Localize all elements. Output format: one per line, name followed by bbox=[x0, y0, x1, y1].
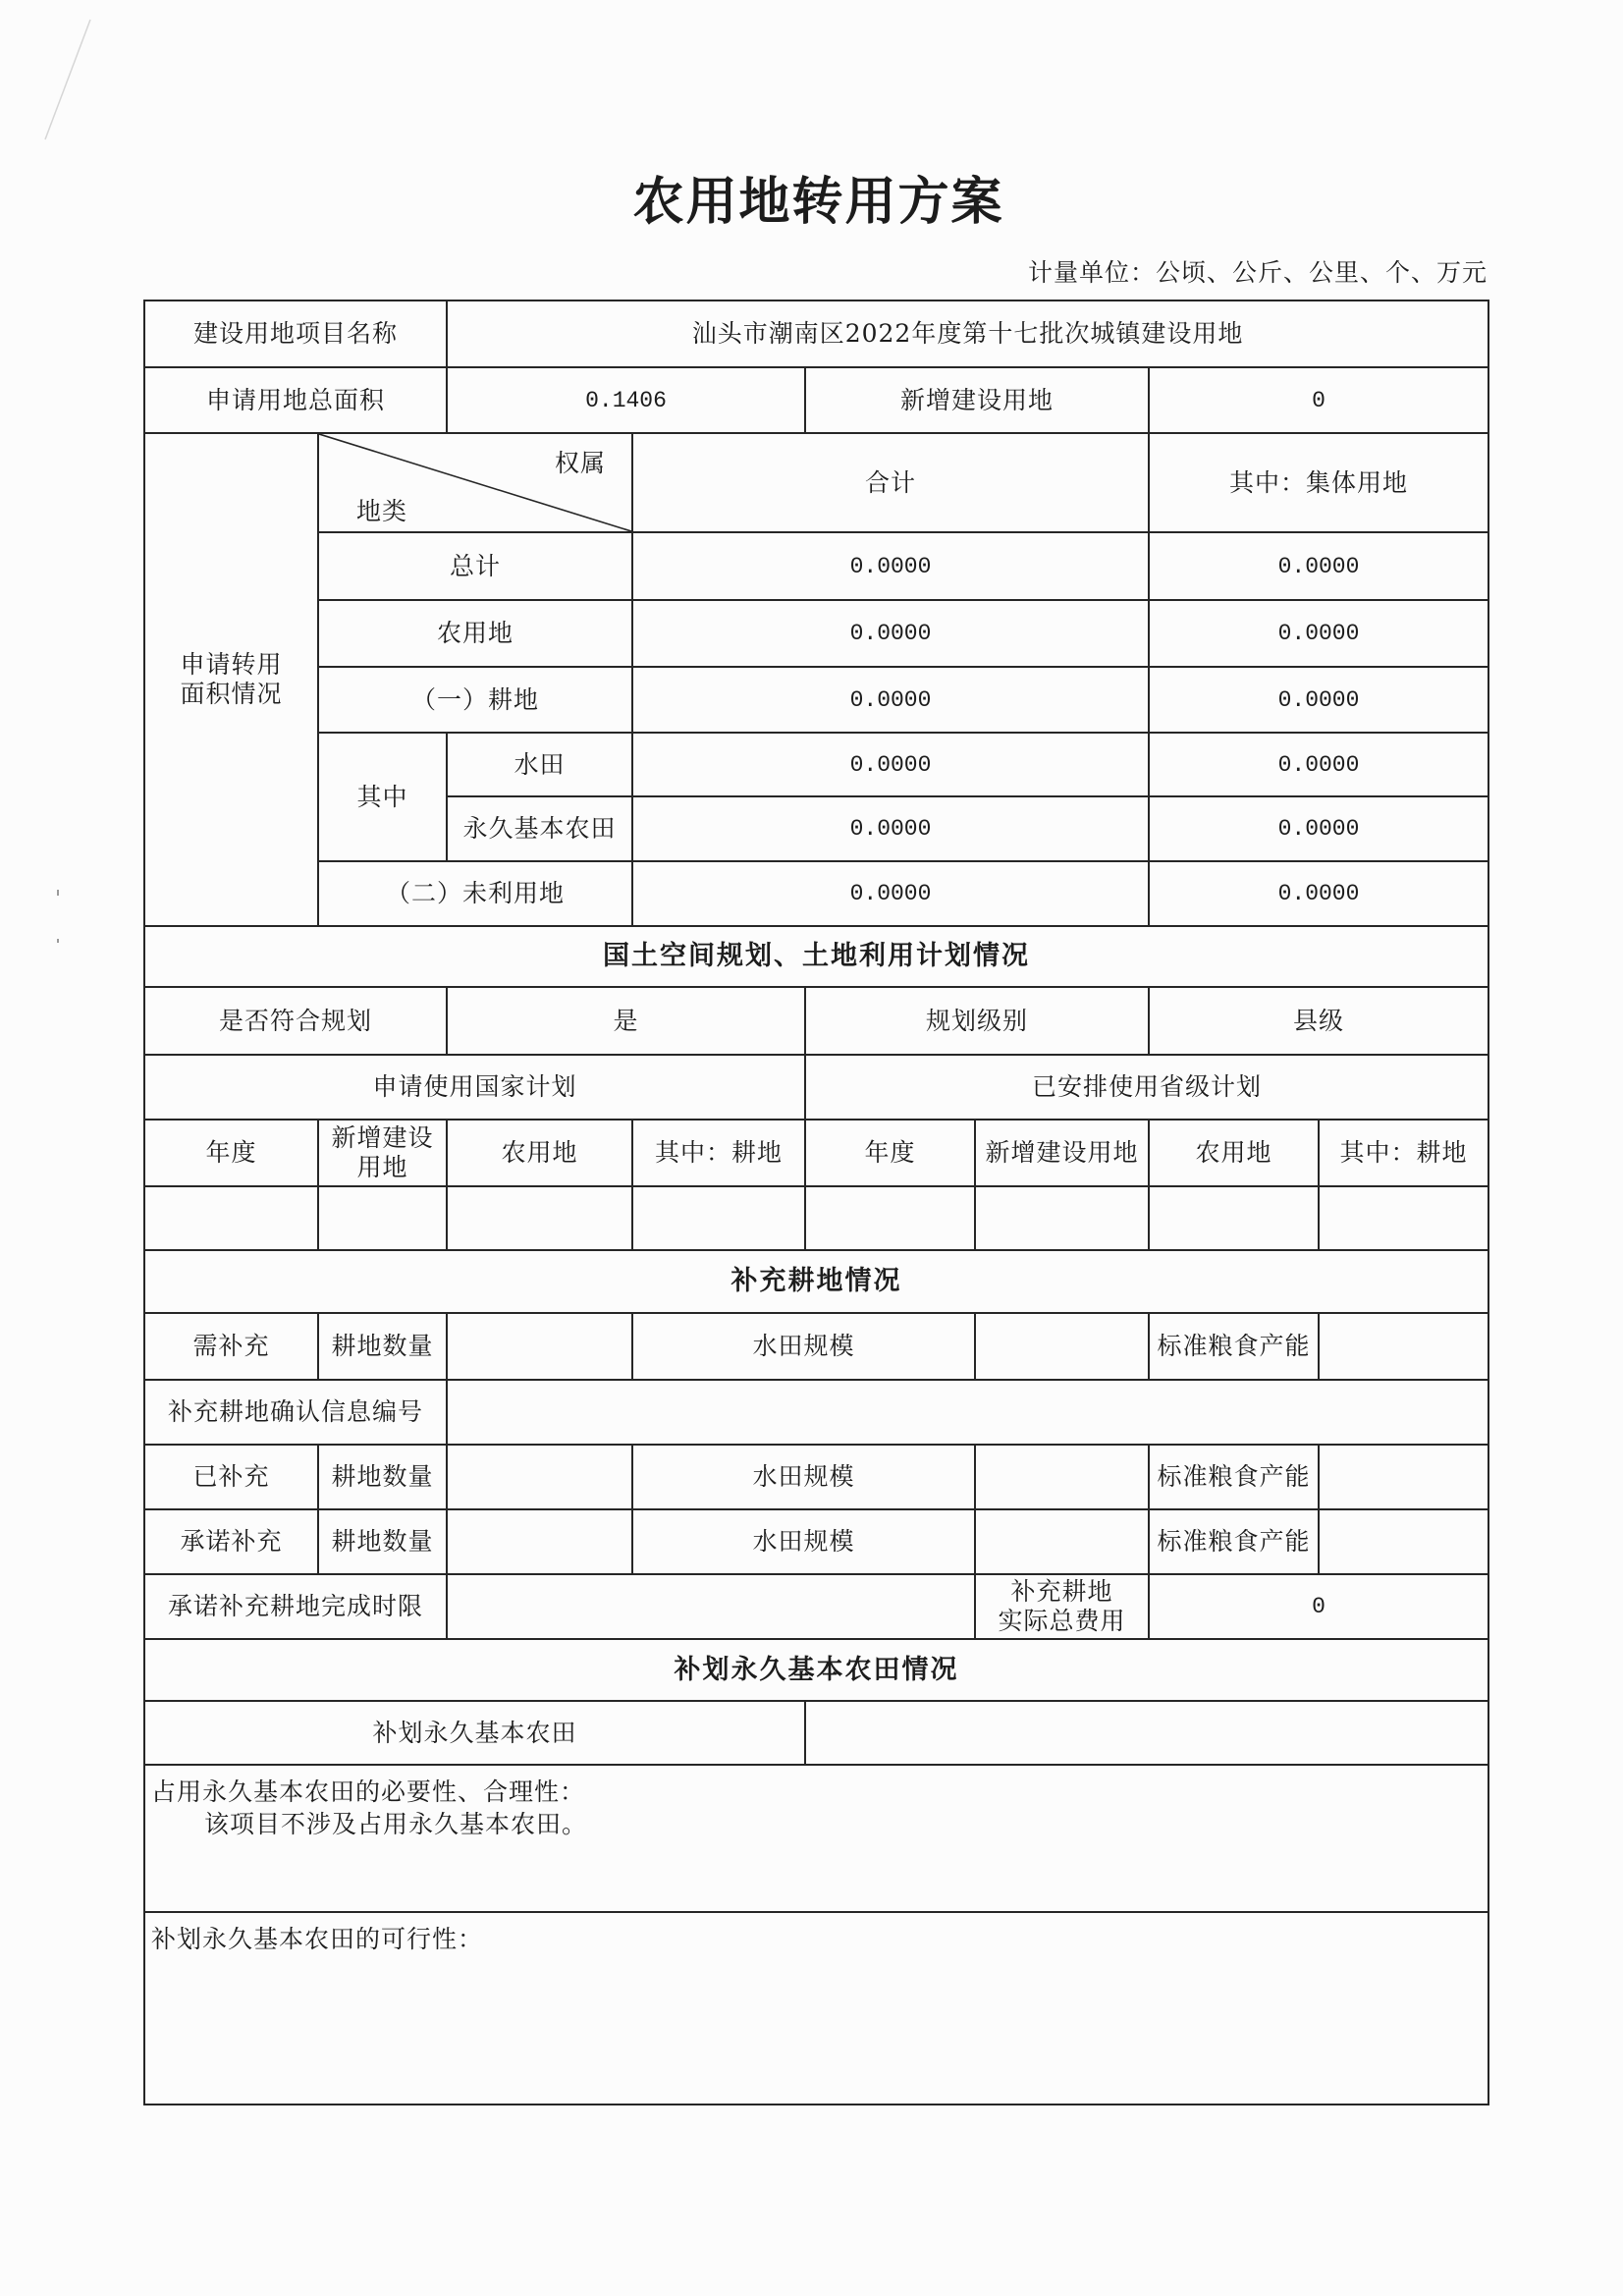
confirmation-no-label: 补充耕地确认信息编号 bbox=[144, 1380, 447, 1445]
total-area-label: 申请用地总面积 bbox=[144, 367, 447, 433]
planning-level-label: 规划级别 bbox=[805, 987, 1149, 1055]
plan-usage-row bbox=[144, 1055, 1488, 1120]
planning-level-value: 县级 bbox=[1149, 987, 1488, 1055]
land-type-label: （一）耕地 bbox=[318, 667, 632, 733]
project-name-label: 建设用地项目名称 bbox=[144, 301, 447, 367]
national-year-value bbox=[144, 1186, 318, 1250]
supplement-confirmation-row bbox=[144, 1380, 1488, 1445]
subgroup-label: 其中 bbox=[318, 733, 447, 861]
total-value: 0.0000 bbox=[632, 733, 1149, 796]
supplement-section-row bbox=[144, 1250, 1488, 1313]
provincial-year-header: 年度 bbox=[805, 1120, 975, 1186]
provincial-arable-value bbox=[1319, 1186, 1488, 1250]
provincial-agricultural-header: 农用地 bbox=[1149, 1120, 1319, 1186]
national-arable-value bbox=[632, 1186, 805, 1250]
provincial-new-construction-header: 新增建设用地 bbox=[975, 1120, 1149, 1186]
supplement-required-row bbox=[144, 1313, 1488, 1380]
national-plan-label: 申请使用国家计划 bbox=[144, 1055, 805, 1120]
total-value: 0.0000 bbox=[632, 796, 1149, 861]
basic-farmland-section-title: 补划永久基本农田情况 bbox=[144, 1639, 1488, 1701]
provincial-agricultural-value bbox=[1149, 1186, 1319, 1250]
planning-compliance-row bbox=[144, 987, 1488, 1055]
grain-capacity-label: 标准粮食产能 bbox=[1149, 1445, 1319, 1509]
paddy-scale-value bbox=[975, 1509, 1149, 1574]
total-area-value: 0.1406 bbox=[447, 367, 805, 433]
replenish-value bbox=[805, 1701, 1488, 1765]
ownership-header: 权属 bbox=[555, 449, 607, 477]
national-new-construction-header-line: 新增建设 bbox=[331, 1123, 434, 1152]
diagonal-header-cell bbox=[318, 433, 632, 532]
planning-section-row bbox=[144, 926, 1488, 987]
supplement-committed-row bbox=[144, 1509, 1488, 1574]
provincial-plan-label: 已安排使用省级计划 bbox=[805, 1055, 1488, 1120]
feasibility-row bbox=[144, 1912, 1488, 2105]
collective-value: 0.0000 bbox=[1149, 532, 1488, 600]
unit-note: 计量单位：公顷、公斤、公里、个、万元 bbox=[1027, 258, 1488, 287]
confirmation-no-value bbox=[447, 1380, 1488, 1445]
necessity-row bbox=[144, 1765, 1488, 1912]
grain-capacity-value bbox=[1319, 1313, 1488, 1380]
conversion-section-label-line: 面积情况 bbox=[180, 680, 283, 708]
arable-qty-value bbox=[447, 1313, 632, 1380]
plan-values-row bbox=[144, 1186, 1488, 1250]
actual-cost-label bbox=[975, 1574, 1149, 1639]
national-new-construction-header-line: 用地 bbox=[356, 1153, 408, 1181]
total-column-header: 合计 bbox=[632, 433, 1149, 532]
total-area-row bbox=[144, 367, 1488, 433]
necessity-text: 该项目不涉及占用永久基本农田。 bbox=[204, 1810, 588, 1838]
land-conversion-form bbox=[143, 300, 1489, 2105]
total-value: 0.0000 bbox=[632, 600, 1149, 667]
new-construction-label: 新增建设用地 bbox=[805, 367, 1149, 433]
national-agricultural-header: 农用地 bbox=[447, 1120, 632, 1186]
scan-artifact bbox=[0, 0, 118, 982]
land-type-label: （二）未利用地 bbox=[318, 861, 632, 926]
document-title: 农用地转用方案 bbox=[632, 172, 1004, 232]
committed-label: 承诺补充 bbox=[144, 1509, 318, 1574]
deadline-label: 承诺补充耕地完成时限 bbox=[144, 1574, 447, 1639]
supplement-deadline-row bbox=[144, 1574, 1488, 1639]
conversion-section-label bbox=[144, 433, 318, 926]
grain-capacity-label: 标准粮食产能 bbox=[1149, 1509, 1319, 1574]
paddy-scale-label: 水田规模 bbox=[632, 1445, 975, 1509]
required-label: 需补充 bbox=[144, 1313, 318, 1380]
land-type-label: 农用地 bbox=[318, 600, 632, 667]
deadline-value bbox=[447, 1574, 975, 1639]
conversion-row-grand-total bbox=[144, 532, 1488, 600]
basic-farmland-section-row bbox=[144, 1639, 1488, 1701]
land-type-label: 永久基本农田 bbox=[447, 796, 632, 861]
paddy-scale-value bbox=[975, 1313, 1149, 1380]
compliance-value: 是 bbox=[447, 987, 805, 1055]
arable-qty-value bbox=[447, 1509, 632, 1574]
project-name-value: 汕头市潮南区2022年度第十七批次城镇建设用地 bbox=[447, 301, 1488, 367]
total-value: 0.0000 bbox=[632, 667, 1149, 733]
total-value: 0.0000 bbox=[632, 861, 1149, 926]
compliance-label: 是否符合规划 bbox=[144, 987, 447, 1055]
provincial-year-value bbox=[805, 1186, 975, 1250]
arable-qty-label: 耕地数量 bbox=[318, 1509, 447, 1574]
conversion-section-label-line: 申请转用 bbox=[180, 650, 283, 679]
new-construction-value: 0 bbox=[1149, 367, 1488, 433]
collective-column-header: 其中：集体用地 bbox=[1149, 433, 1488, 532]
conversion-row-unused bbox=[144, 861, 1488, 926]
completed-label: 已补充 bbox=[144, 1445, 318, 1509]
supplement-section-title: 补充耕地情况 bbox=[144, 1250, 1488, 1313]
arable-qty-label: 耕地数量 bbox=[318, 1445, 447, 1509]
national-arable-header: 其中：耕地 bbox=[632, 1120, 805, 1186]
basic-farmland-replenish-row bbox=[144, 1701, 1488, 1765]
necessity-cell bbox=[144, 1765, 1488, 1912]
diagonal-header bbox=[319, 434, 631, 531]
grain-capacity-label: 标准粮食产能 bbox=[1149, 1313, 1319, 1380]
paddy-scale-label: 水田规模 bbox=[632, 1313, 975, 1380]
conversion-row-paddy bbox=[144, 733, 1488, 796]
arable-qty-label: 耕地数量 bbox=[318, 1313, 447, 1380]
provincial-arable-header: 其中：耕地 bbox=[1319, 1120, 1488, 1186]
actual-cost-label-line: 补充耕地 bbox=[1010, 1577, 1113, 1606]
land-type-label: 总计 bbox=[318, 532, 632, 600]
collective-value: 0.0000 bbox=[1149, 796, 1488, 861]
collective-value: 0.0000 bbox=[1149, 733, 1488, 796]
conversion-header-row bbox=[144, 433, 1488, 532]
grain-capacity-value bbox=[1319, 1509, 1488, 1574]
national-year-header: 年度 bbox=[144, 1120, 318, 1186]
collective-value: 0.0000 bbox=[1149, 600, 1488, 667]
arable-qty-value bbox=[447, 1445, 632, 1509]
national-new-construction-header bbox=[318, 1120, 447, 1186]
supplement-completed-row bbox=[144, 1445, 1488, 1509]
collective-value: 0.0000 bbox=[1149, 861, 1488, 926]
paddy-scale-value bbox=[975, 1445, 1149, 1509]
plan-columns-row bbox=[144, 1120, 1488, 1186]
national-agricultural-value bbox=[447, 1186, 632, 1250]
feasibility-label: 补划永久基本农田的可行性： bbox=[151, 1925, 484, 1953]
replenish-label: 补划永久基本农田 bbox=[144, 1701, 805, 1765]
feasibility-cell bbox=[144, 1912, 1488, 2105]
grain-capacity-value bbox=[1319, 1445, 1488, 1509]
land-type-header: 地类 bbox=[356, 497, 408, 525]
actual-cost-value: 0 bbox=[1149, 1574, 1488, 1639]
total-value: 0.0000 bbox=[632, 532, 1149, 600]
conversion-row-agricultural bbox=[144, 600, 1488, 667]
land-type-label: 水田 bbox=[447, 733, 632, 796]
collective-value: 0.0000 bbox=[1149, 667, 1488, 733]
provincial-new-construction-value bbox=[975, 1186, 1149, 1250]
conversion-row-arable bbox=[144, 667, 1488, 733]
actual-cost-label-line: 实际总费用 bbox=[998, 1607, 1126, 1635]
necessity-label: 占用永久基本农田的必要性、合理性： bbox=[151, 1777, 586, 1806]
paddy-scale-label: 水田规模 bbox=[632, 1509, 975, 1574]
national-new-construction-value bbox=[318, 1186, 447, 1250]
project-name-row bbox=[144, 301, 1488, 367]
planning-section-title: 国土空间规划、土地利用计划情况 bbox=[144, 926, 1488, 987]
